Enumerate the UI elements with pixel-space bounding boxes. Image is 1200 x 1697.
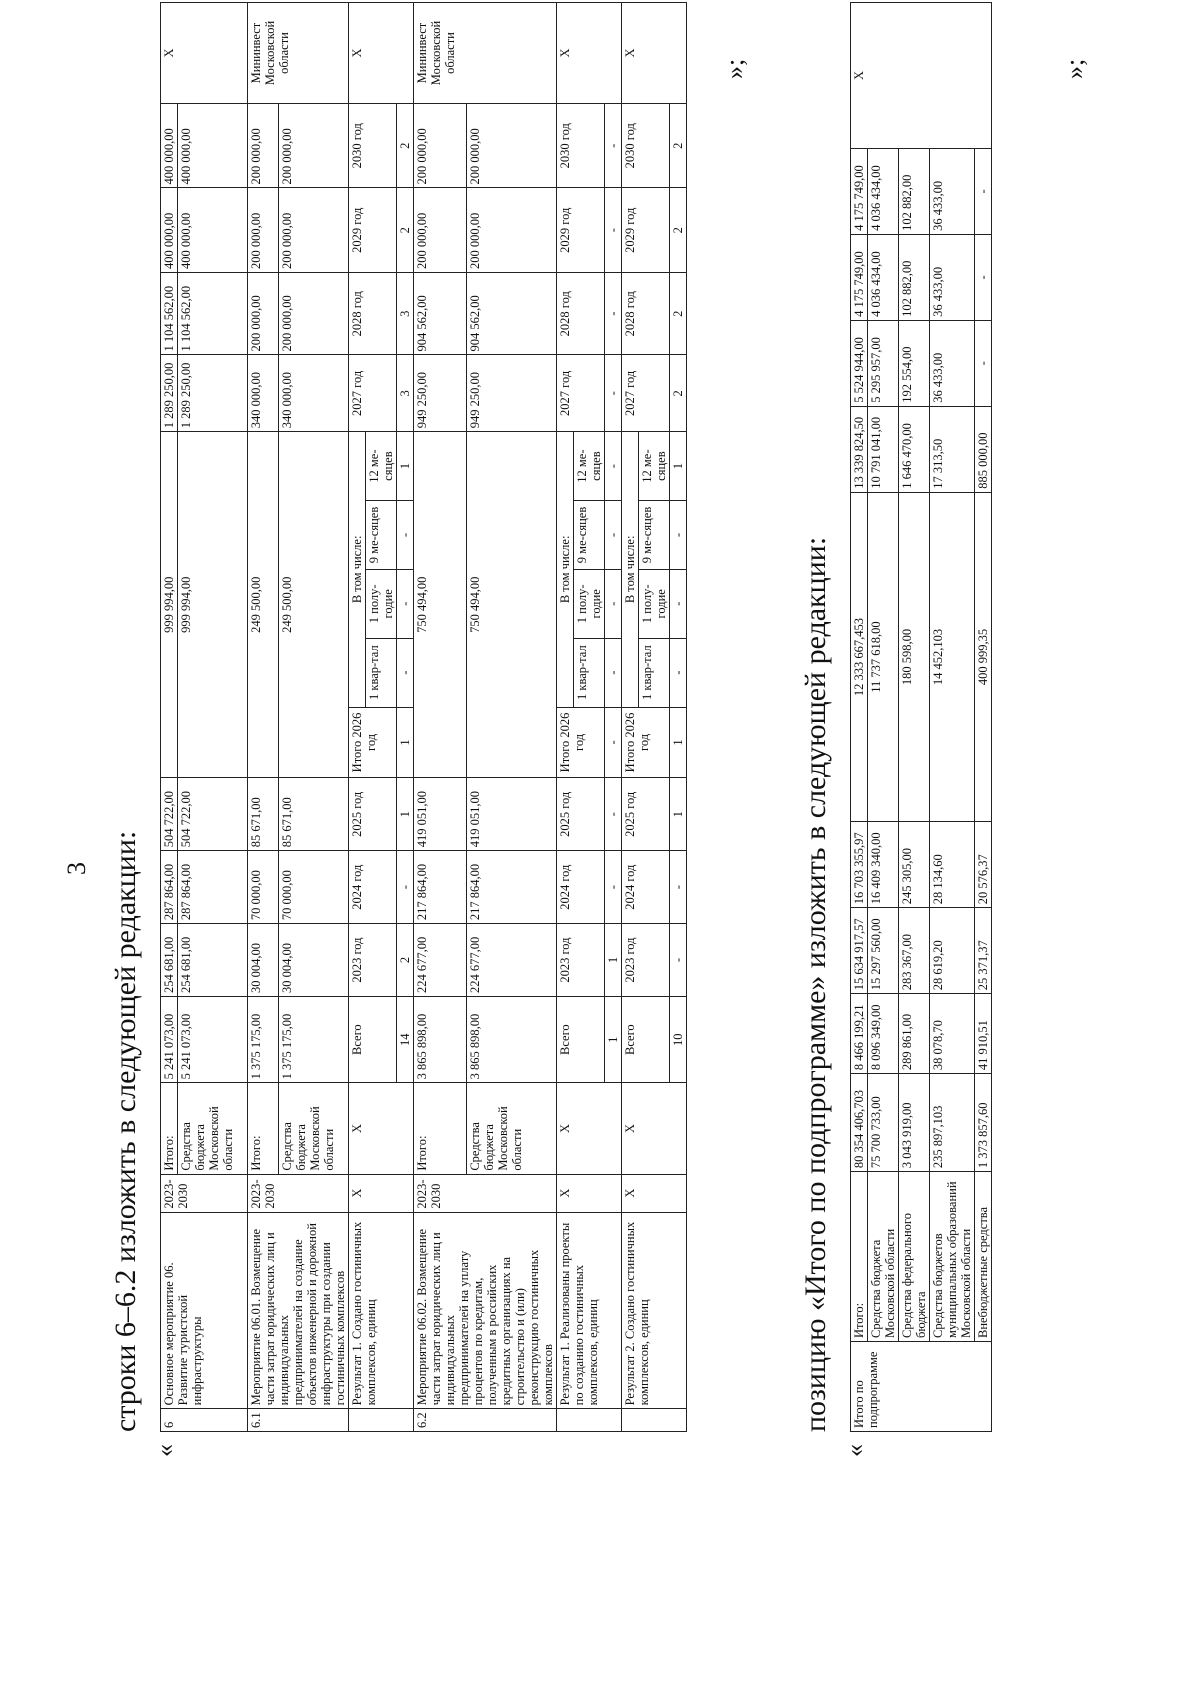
source-name: Средства бюджетов муниципальных образований Московской области [930,1172,975,1342]
cell: 4 036 434,00 [868,234,899,320]
cell: 28 619,20 [930,908,975,994]
source-total-label: Итого: [161,1083,178,1174]
cell: 254 681,00 [178,924,248,997]
cell: 200 000,00 [414,188,467,272]
cell: 217 864,00 [414,851,467,924]
value: 2 [397,924,414,997]
result-name: Результат 1. Создано гостиничных комплексов, единиц [349,1212,414,1409]
value: - [670,569,687,638]
hdr: 2027 год [557,355,605,432]
result-x: Х [622,1174,687,1212]
hdr: 2030 год [622,104,670,188]
value: 3 [397,272,414,355]
cell: 419 051,00 [414,778,467,851]
close-quote-2: »; [1060,58,1089,79]
cell: 3 865 898,00 [414,996,467,1082]
value: - [605,104,622,188]
hdr: 1 полу-годие [639,569,670,638]
cell: 80 354 406,703 [851,1074,868,1172]
value: - [397,501,414,570]
cell: 904 562,00 [414,272,467,355]
executor: Мининвест Московской области [248,3,349,104]
hdr: 9 ме-сяцев [366,501,397,570]
hdr: 2028 год [622,272,670,355]
cell: 28 134,60 [930,822,975,908]
cell: 1 646 470,00 [899,406,930,492]
table-row [349,3,366,1432]
cell: 25 371,37 [975,908,992,994]
cell: 289 861,00 [899,994,930,1074]
cell: 904 562,00 [467,272,557,355]
hdr: 12 ме-сяцев [366,432,397,501]
source-name: Средства бюджета Московской области [868,1172,899,1342]
cell: 400 000,00 [161,104,178,188]
value: - [397,569,414,638]
cell: - [975,320,992,406]
hdr: 2024 год [622,851,670,924]
value: 2 [397,188,414,272]
cell: 20 576,37 [975,822,992,908]
cell: 11 737 618,00 [868,492,899,822]
table-row [930,3,975,1432]
rows-6-table [160,2,687,1432]
executor: Х [622,3,687,104]
cell: 1 289 250,00 [178,355,248,432]
hdr: 2030 год [557,104,605,188]
cell: 249 500,00 [279,432,349,778]
hdr: 2023 год [622,924,670,997]
source-total-label: Итого: [414,1083,467,1174]
cell: 15 634 917,57 [851,908,868,994]
hdr: Итого 2026 год [349,707,397,778]
cell: 75 700 733,00 [868,1074,899,1172]
in-total-label: В том числе: [349,432,366,707]
cell: 249 500,00 [248,432,279,778]
value: 1 [670,432,687,501]
source-name: Средства бюджета Московской области [467,1083,557,1174]
result-x: Х [557,1083,622,1174]
hdr: 2029 год [557,188,605,272]
table-row [161,3,178,1432]
executor: Х [851,3,992,149]
value: - [605,272,622,355]
executor: Х [161,3,248,104]
row-name: Мероприятие 06.01. Возмещение части затрат юридических лиц и индивидуальных предпринимателей на создание объектов инженерной и дорожной инфраструктуры при создании гостиничных комплексов [248,1212,349,1409]
cell: 1 104 562,00 [178,272,248,355]
cell: 3 865 898,00 [467,996,557,1082]
cell: - [975,234,992,320]
cell: 885 000,00 [975,406,992,492]
open-quote: « [150,1444,179,1457]
value: 1 [605,924,622,997]
result-x: Х [349,1174,414,1212]
cell: 340 000,00 [248,355,279,432]
value: 3 [397,355,414,432]
table-row [851,3,868,1432]
row-name: Мероприятие 06.02. Возмещение части затрат юридических лиц и индивидуальных предпринимателей на уплату процентов по кредитам, полученным в российских кредитных организациях на строительство и (или) реконструкцию гостиничных комплексов [414,1212,557,1409]
value: 2 [397,104,414,188]
cell: 999 994,00 [178,432,248,778]
cell: 30 004,00 [279,924,349,997]
table-row [557,3,574,1432]
cell: 180 598,00 [899,492,930,822]
cell: 200 000,00 [248,104,279,188]
hdr: 12 ме-сяцев [639,432,670,501]
cell: 200 000,00 [467,104,557,188]
value: 1 [670,707,687,778]
source-name: Средства бюджета Московской области [178,1083,248,1174]
value: 10 [670,996,687,1082]
cell: 200 000,00 [248,188,279,272]
hdr: 2023 год [349,924,397,997]
hdr: 9 ме-сяцев [574,501,605,570]
cell: 4 036 434,00 [868,148,899,234]
cell: 254 681,00 [161,924,178,997]
cell: 36 433,00 [930,148,975,234]
cell: 41 910,51 [975,994,992,1074]
in-total-label: В том числе: [622,432,639,707]
cell: 949 250,00 [467,355,557,432]
value: 2 [670,188,687,272]
cell: 14 452,103 [930,492,975,822]
cell: 4 175 749,00 [851,234,868,320]
value: - [605,432,622,501]
cell: 245 305,00 [899,822,930,908]
hdr: 2029 год [349,188,397,272]
cell: 70 000,00 [279,851,349,924]
hdr: Итого 2026 год [557,707,605,778]
value: 1 [397,707,414,778]
cell: 10 791 041,00 [868,406,899,492]
cell: 287 864,00 [161,851,178,924]
hdr: 2025 год [622,778,670,851]
value: 1 [397,778,414,851]
value: - [605,569,622,638]
hdr: 1 полу-годие [366,569,397,638]
hdr: Всего [622,996,670,1082]
source-name: Итого: [851,1172,868,1342]
cell: 36 433,00 [930,320,975,406]
row-number: 6.2 [414,1409,557,1432]
cell: 38 078,70 [930,994,975,1074]
table-row [899,3,930,1432]
value: - [605,638,622,707]
value: 2 [670,104,687,188]
cell: 200 000,00 [279,272,349,355]
value: - [670,638,687,707]
cell: 200 000,00 [279,104,349,188]
cell: 400 000,00 [161,188,178,272]
value: - [605,707,622,778]
heading-total: позицию «Итого по подпрограмме» изложить в следующей редакции: [799,536,832,1432]
cell: 12 333 667,453 [851,492,868,822]
hdr: 2028 год [349,272,397,355]
cell: 400 000,00 [178,104,248,188]
source-total-label: Итого: [248,1083,279,1174]
cell: 224 677,00 [414,924,467,997]
value: 14 [397,996,414,1082]
hdr: 2024 год [557,851,605,924]
value: - [605,851,622,924]
value: - [605,355,622,432]
cell: 1 104 562,00 [161,272,178,355]
cell: 217 864,00 [467,851,557,924]
cell: 16 409 340,00 [868,822,899,908]
cell: 102 882,00 [899,234,930,320]
cell: 3 043 919,00 [899,1074,930,1172]
value: - [397,638,414,707]
cell: 283 367,00 [899,908,930,994]
cell: 36 433,00 [930,234,975,320]
table-row [868,3,899,1432]
value: 1 [670,778,687,851]
result-x: Х [557,1174,622,1212]
source-name: Средства бюджета Московской области [279,1083,349,1174]
hdr: 2030 год [349,104,397,188]
hdr: 2024 год [349,851,397,924]
totals-table [850,2,992,1432]
cell: 750 494,00 [467,432,557,778]
executor: Х [349,3,414,104]
source-name: Внебюджетные средства [975,1172,992,1342]
table-row [248,3,279,1432]
cell: 287 864,00 [178,851,248,924]
cell: 192 554,00 [899,320,930,406]
table-row [975,3,992,1432]
cell: 5 241 073,00 [161,996,178,1082]
cell: 1 375 175,00 [248,996,279,1082]
cell: 1 289 250,00 [161,355,178,432]
cell: 200 000,00 [279,188,349,272]
cell: 5 524 944,00 [851,320,868,406]
hdr: 2025 год [557,778,605,851]
cell: 70 000,00 [248,851,279,924]
result-name: Результат 2. Создано гостиничных комплексов, единиц [622,1212,687,1409]
cell: 15 297 560,00 [868,908,899,994]
value: 2 [670,272,687,355]
cell: 750 494,00 [414,432,467,778]
hdr: 1 квар-тал [574,638,605,707]
value: - [605,501,622,570]
result-x: Х [622,1083,687,1174]
cell: 5 295 957,00 [868,320,899,406]
value: - [605,778,622,851]
page-number: 3 [62,862,91,875]
in-total-label: В том числе: [557,432,574,707]
cell: 235 897,103 [930,1074,975,1172]
cell: 400 999,35 [975,492,992,822]
value: - [605,188,622,272]
cell: 400 000,00 [178,188,248,272]
value: 2 [670,355,687,432]
cell: 200 000,00 [248,272,279,355]
cell: 16 703 355,97 [851,822,868,908]
row-number: 6.1 [248,1409,349,1432]
hdr: 12 ме-сяцев [574,432,605,501]
cell: 102 882,00 [899,148,930,234]
executor: Х [557,3,622,104]
value: - [670,924,687,997]
close-quote: »; [720,58,749,79]
row-years: 2023-2030 [248,1174,349,1212]
cell: 504 722,00 [161,778,178,851]
hdr: Всего [557,996,605,1082]
value: - [670,851,687,924]
table-row [414,3,467,1432]
hdr: 1 полу-годие [574,569,605,638]
source-name: Средства федерального бюджета [899,1172,930,1342]
hdr: 1 квар-тал [639,638,670,707]
hdr: 2029 год [622,188,670,272]
cell: 999 994,00 [161,432,178,778]
value: - [397,851,414,924]
cell: 504 722,00 [178,778,248,851]
hdr: 9 ме-сяцев [639,501,670,570]
cell: 224 677,00 [467,924,557,997]
cell: 200 000,00 [414,104,467,188]
executor: Мининвест Московской области [414,3,557,104]
value: 1 [605,996,622,1082]
cell: 8 096 349,00 [868,994,899,1074]
hdr: Всего [349,996,397,1082]
row-years: 2023-2030 [414,1174,557,1212]
table-row [622,3,639,1432]
hdr: Итого 2026 год [622,707,670,778]
cell: 17 313,50 [930,406,975,492]
result-x: Х [349,1083,414,1174]
hdr: 2023 год [557,924,605,997]
value: - [670,501,687,570]
hdr: 2027 год [349,355,397,432]
cell: 85 671,00 [248,778,279,851]
hdr: 1 квар-тал [366,638,397,707]
cell: 30 004,00 [248,924,279,997]
cell: 13 339 824,50 [851,406,868,492]
cell: - [975,148,992,234]
cell: 949 250,00 [414,355,467,432]
cell: 4 175 749,00 [851,148,868,234]
result-name: Результат 1. Реализованы проекты по созданию гостиничных комплексов, единиц [557,1212,622,1409]
cell: 340 000,00 [279,355,349,432]
row-number: 6 [161,1409,248,1432]
cell: 200 000,00 [467,188,557,272]
hdr: 2027 год [622,355,670,432]
heading-rows-6-6-2: строки 6–6.2 изложить в следующей редакции: [109,830,142,1432]
totals-label: Итого по подпрограмме [851,1342,992,1432]
row-name: Основное мероприятие 06. Развитие туристской инфраструктуры [161,1212,248,1409]
cell: 8 466 199,21 [851,994,868,1074]
hdr: 2025 год [349,778,397,851]
cell: 5 241 073,00 [178,996,248,1082]
cell: 1 373 857,60 [975,1074,992,1172]
cell: 1 375 175,00 [279,996,349,1082]
row-years: 2023-2030 [161,1174,248,1212]
cell: 85 671,00 [279,778,349,851]
open-quote-2: « [840,1444,869,1457]
value: 1 [397,432,414,501]
hdr: 2028 год [557,272,605,355]
cell: 419 051,00 [467,778,557,851]
